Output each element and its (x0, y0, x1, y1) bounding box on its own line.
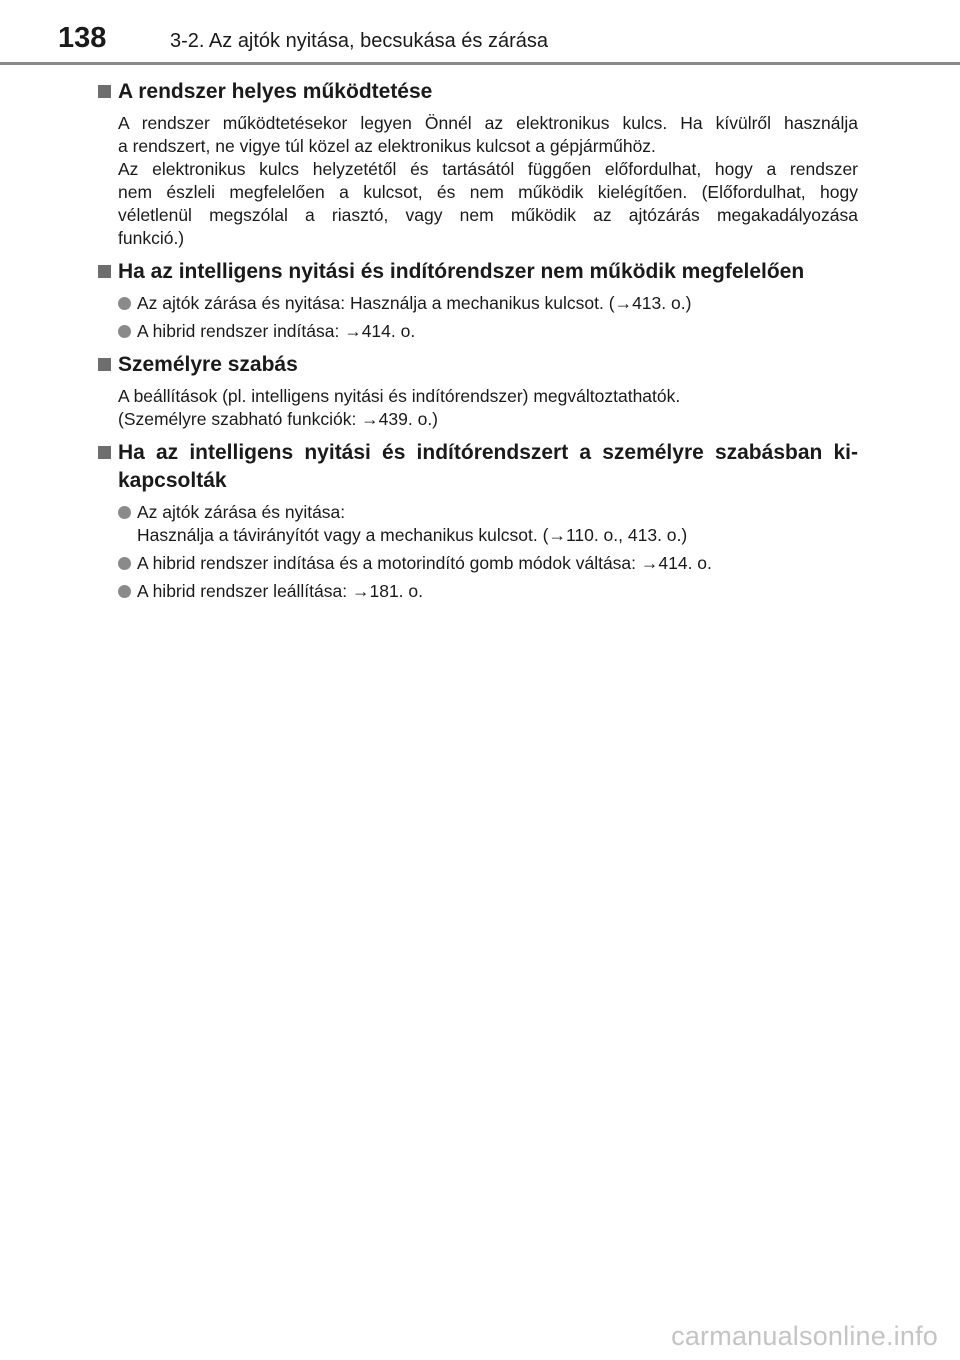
round-bullet-icon (118, 585, 131, 598)
list-item: A hibrid rendszer indítása és a motorindító gomb módok váltása: →414. o. (118, 552, 858, 575)
section-heading: Ha az intelligens nyitási és indítórendszer nem működik megfelelően (98, 258, 858, 286)
round-bullet-icon (118, 506, 131, 519)
square-bullet-icon (98, 85, 111, 98)
section-disabled-system (98, 439, 858, 603)
list-item: A hibrid rendszer leállítása: →181. o. (118, 580, 858, 603)
section-customization (98, 351, 858, 431)
page-header (0, 0, 960, 64)
section-malfunction (98, 258, 858, 343)
section-paragraph: A rendszer működtetésekor legyen Önnél az elektronikus kulcs. Ha kívülről használja a rendszert, ne vigye túl közel az elektronikus kulcsot a gépjárműhöz. Az elektronikus kulcs helyzetétől és tartásától függően előfordulhat, hogy a rendszer nem észleli megfelelően a kulcsot, és nem működik kielégítően. (Előfordulhat, hogy véletlenül megszólal a riasztó, vagy nem működik az ajtózárás megakadályozása funkció.) (118, 113, 858, 248)
section-heading: Személyre szabás (98, 351, 858, 379)
page-number: 138 (58, 22, 107, 54)
round-bullet-icon (118, 297, 131, 310)
section-correct-operation (98, 78, 858, 250)
square-bullet-icon (98, 265, 111, 278)
round-bullet-icon (118, 557, 131, 570)
square-bullet-icon (98, 358, 111, 371)
list-item: Az ajtók zárása és nyitása: Használja a távirányítót vagy a mechanikus kulcsot. (→110. o., 413. o.) (118, 501, 858, 547)
list-item: Az ajtók zárása és nyitása: Használja a mechanikus kulcsot. (→413. o.) (118, 292, 858, 315)
header-divider (0, 62, 960, 65)
page-content (98, 78, 858, 609)
section-heading: A rendszer helyes működtetése (98, 78, 858, 106)
section-paragraph: A beállítások (pl. intelligens nyitási és indítórendszer) megváltoztathatók. (Személyre szabható funkciók: →439. o.) (118, 386, 681, 429)
round-bullet-icon (118, 325, 131, 338)
section-heading: Ha az intelligens nyitási és indítórendszert a személyre szabásban ki- kapcsolták (98, 439, 858, 495)
list-item: A hibrid rendszer indítása: →414. o. (118, 320, 858, 343)
square-bullet-icon (98, 446, 111, 459)
watermark: carmanualsonline.info (671, 1321, 938, 1351)
chapter-title: 3-2. Az ajtók nyitása, becsukása és zárása (170, 30, 548, 52)
